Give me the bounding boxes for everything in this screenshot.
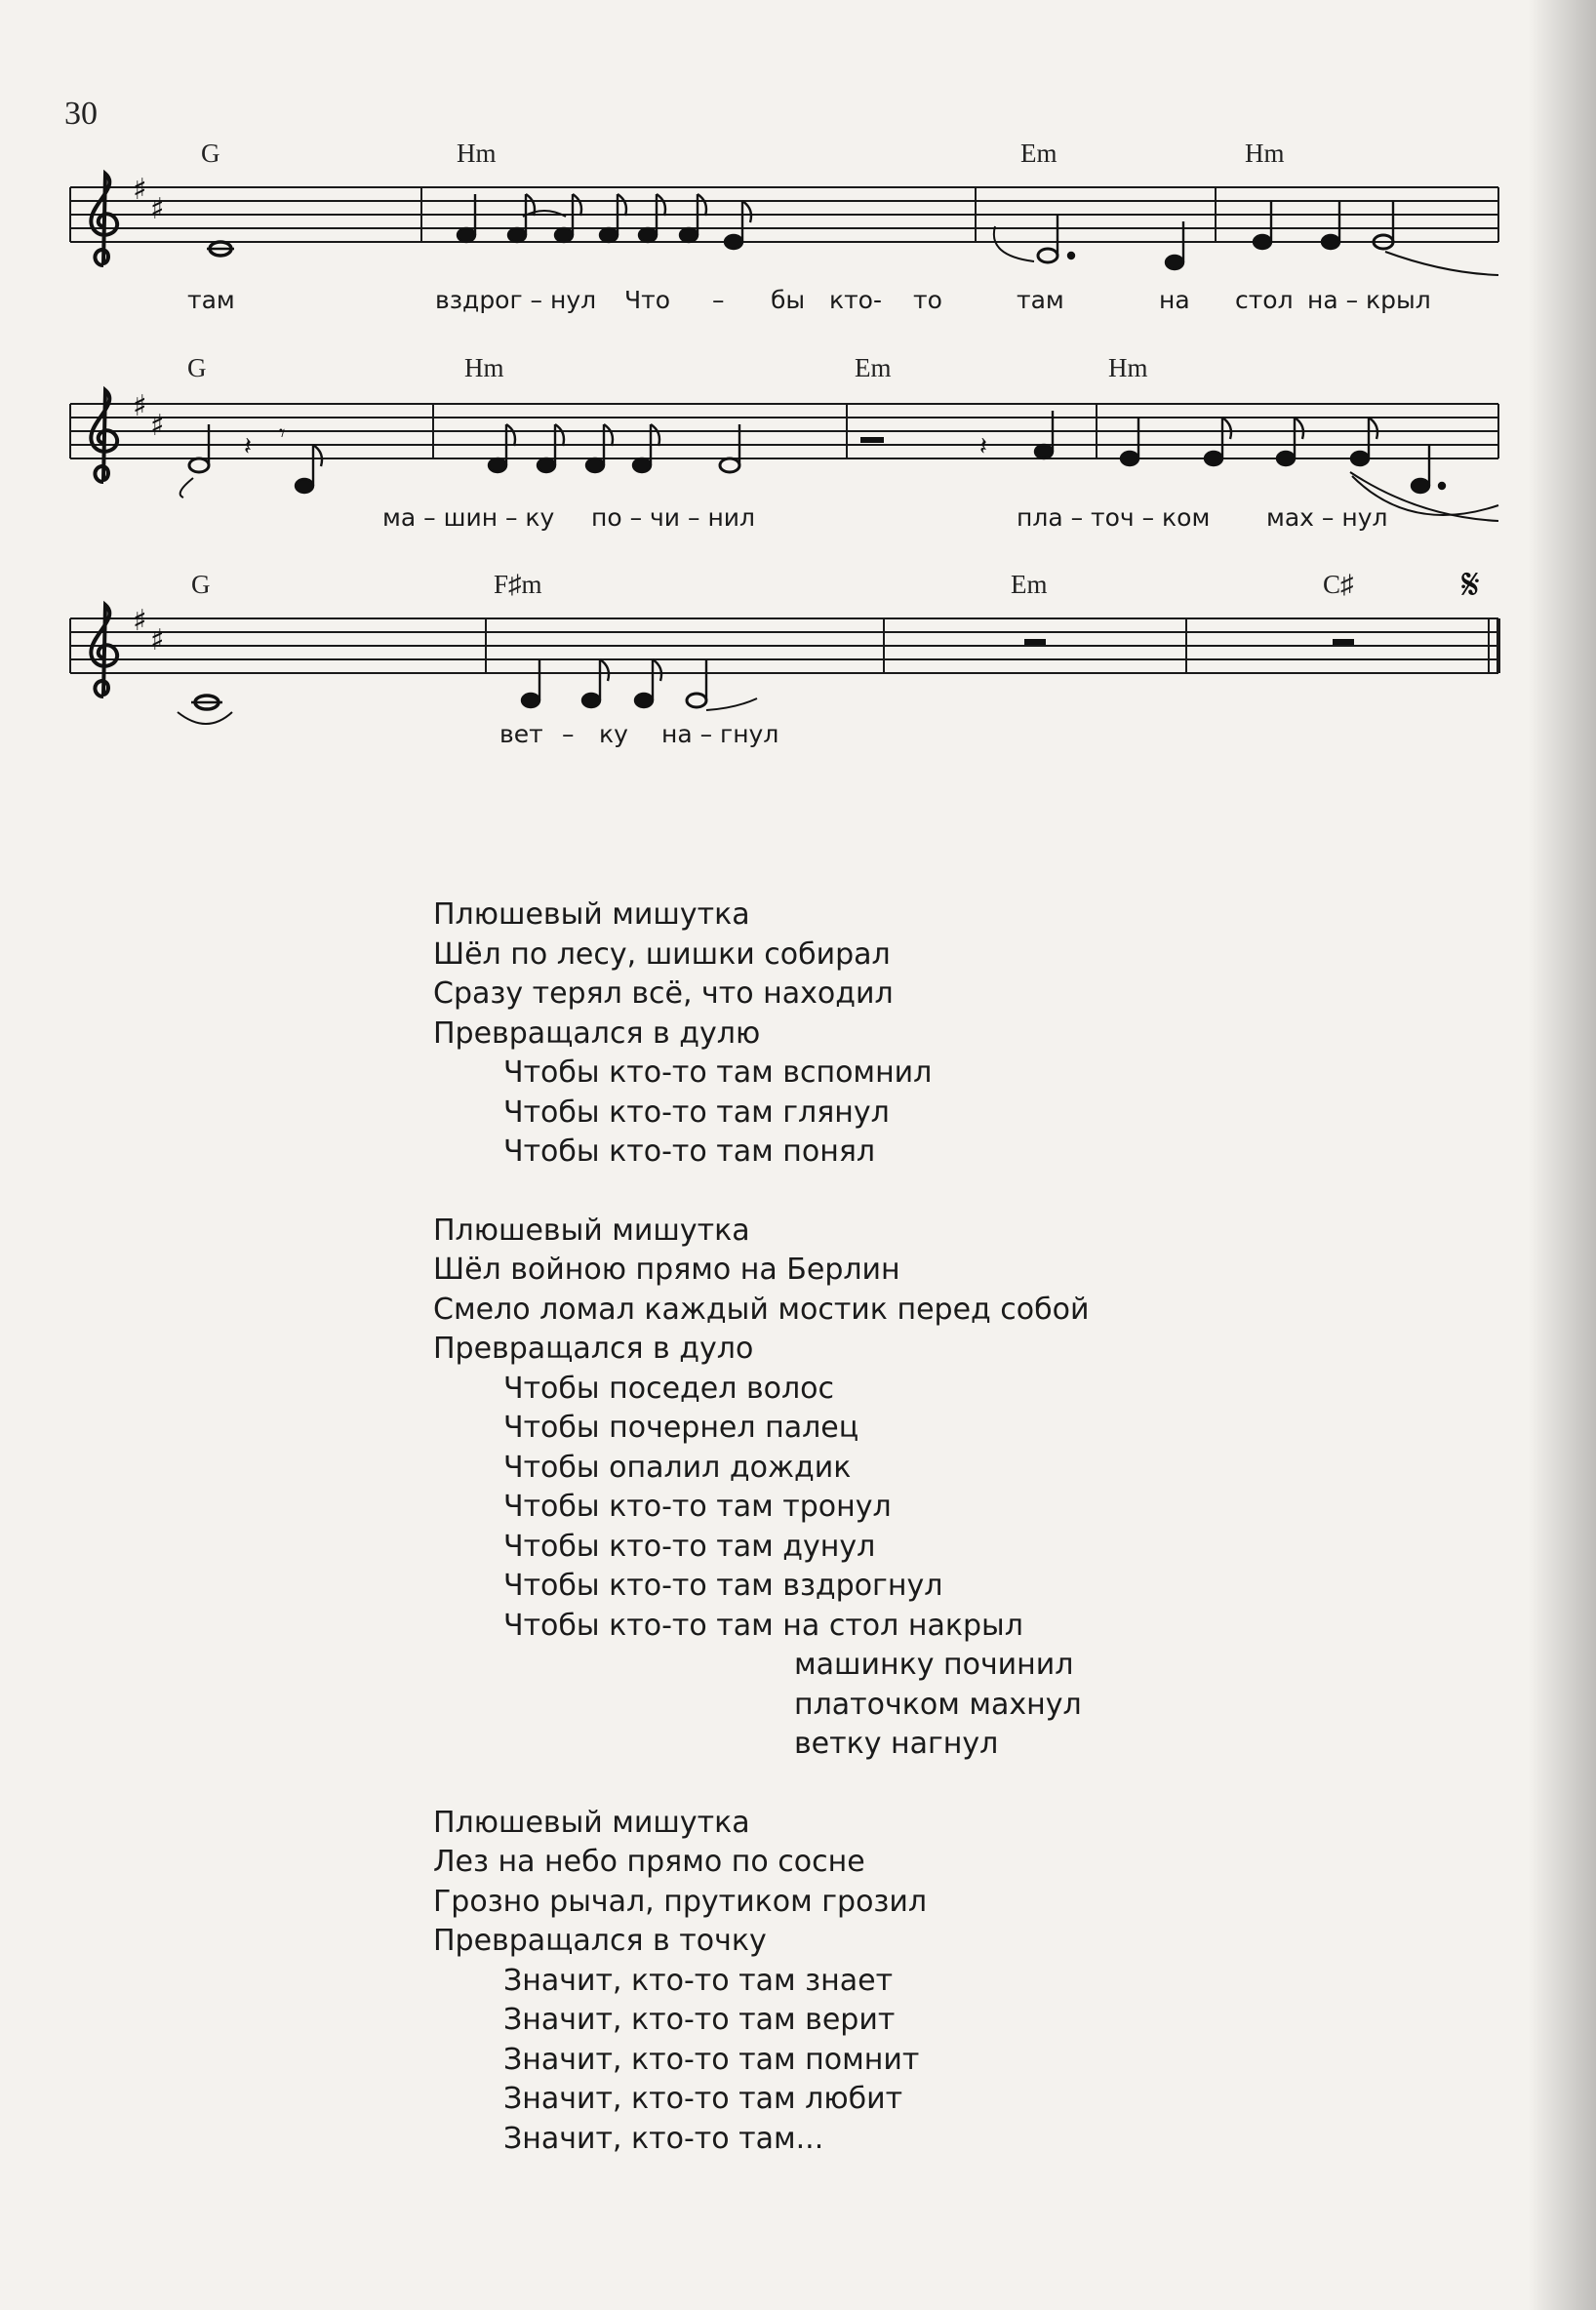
verse-line: машинку починил <box>794 1648 1074 1682</box>
verse-line: Плюшевый мишутка <box>433 1213 750 1248</box>
verse-line: Превращался в дулю <box>433 1016 761 1051</box>
svg-text:♯: ♯ <box>150 623 165 657</box>
verse-line: Плюшевый мишутка <box>433 897 750 932</box>
staff-3 <box>0 0 1596 761</box>
verse-line: Чтобы кто-то там понял <box>503 1135 876 1169</box>
verse-line: Шёл по лесу, шишки собирал <box>433 936 891 972</box>
svg-text:♯: ♯ <box>150 409 165 443</box>
lyric-syllable: на <box>1159 286 1190 314</box>
verse-line: Чтобы почернел палец <box>503 1411 859 1445</box>
chord-label: Hm <box>1108 353 1148 382</box>
lyric-syllable: там <box>187 286 235 314</box>
lyric-syllable: на – крыл <box>1307 286 1431 314</box>
verse-line: Лез на небо прямо по сосне <box>433 1845 865 1879</box>
lyric-syllable: – <box>562 720 575 748</box>
verse-line: Значит, кто-то там верит <box>503 2003 896 2037</box>
lyric-syllable: стол <box>1235 286 1294 314</box>
verse-line: Превращался в точку <box>433 1924 767 1958</box>
verse-1 <box>433 896 1090 1173</box>
verse-line: Чтобы кто-то там дунул <box>503 1529 876 1564</box>
verse-2 <box>433 1212 1090 1765</box>
lyric-syllable: вет <box>499 720 543 748</box>
lyric-syllable: вздрог – нул <box>435 286 597 314</box>
verse-line: Чтобы кто-то там тронул <box>503 1490 892 1524</box>
chord-label: Em <box>855 353 892 382</box>
svg-text:♯: ♯ <box>133 604 147 638</box>
svg-text:♯: ♯ <box>150 192 165 226</box>
verse-line: Значит, кто-то там знает <box>503 1963 894 1998</box>
svg-text:𝄽: 𝄽 <box>244 432 252 461</box>
lyric-syllable: пла – точ – ком <box>1017 503 1211 532</box>
segno-icon <box>1461 560 1480 610</box>
lyric-syllable: Что <box>624 286 670 314</box>
lyric-syllable: на – гнул <box>661 720 779 748</box>
chord-label: G <box>191 570 211 599</box>
verse-line: Значит, кто-то там... <box>503 2121 824 2156</box>
svg-text:𝄋: 𝄋 <box>1461 560 1480 610</box>
verse-line: Чтобы кто-то там на стол накрыл <box>503 1608 1023 1643</box>
lyric-syllable: – <box>712 286 725 314</box>
verse-line: Чтобы кто-то там вздрогнул <box>503 1569 943 1603</box>
verse-3 <box>433 1804 1090 2160</box>
page-number: 30 <box>64 96 98 132</box>
lyric-syllable: то <box>913 286 942 314</box>
verse-line: Чтобы опалил дождик <box>503 1450 852 1485</box>
verse-line: Смело ломал каждый мостик перед собой <box>433 1292 1090 1327</box>
lyric-syllable: ку <box>599 720 628 748</box>
svg-text:𝄾: 𝄾 <box>279 419 286 447</box>
lyric-syllable: бы <box>771 286 806 314</box>
lyric-syllable: мах – нул <box>1266 503 1388 532</box>
chord-label: G <box>201 139 220 168</box>
chord-label: Hm <box>1245 139 1285 168</box>
verse-line: Сразу терял всё, что находил <box>433 976 894 1011</box>
verse-line: Грозно рычал, прутиком грозил <box>433 1884 928 1919</box>
chord-label: Em <box>1011 570 1048 599</box>
verse-line: Значит, кто-то там любит <box>503 2082 903 2116</box>
svg-text:♯: ♯ <box>133 173 147 207</box>
verse-line: Чтобы кто-то там вспомнил <box>503 1055 933 1090</box>
key-signature <box>133 604 165 657</box>
svg-text:𝄽: 𝄽 <box>979 432 987 461</box>
chord-label: F♯m <box>494 570 542 599</box>
verse-line: Чтобы поседел волос <box>503 1371 835 1406</box>
verse-line: платочком махнул <box>794 1687 1082 1722</box>
chord-label: C♯ <box>1323 570 1354 599</box>
lyrics-text <box>433 896 1090 2198</box>
chord-label: Hm <box>457 139 497 168</box>
svg-text:♯: ♯ <box>133 389 147 423</box>
lyric-syllable: по – чи – нил <box>591 503 756 532</box>
verse-line: ветку нагнул <box>794 1727 999 1761</box>
verse-line: Значит, кто-то там помнит <box>503 2042 920 2077</box>
lyric-syllable: кто- <box>829 286 882 314</box>
verse-line: Превращался в дуло <box>433 1332 754 1366</box>
verse-line: Шёл войною прямо на Берлин <box>433 1253 900 1287</box>
verse-line: Плюшевый мишутка <box>433 1805 750 1840</box>
verse-line: Чтобы кто-то там глянул <box>503 1095 890 1130</box>
lyric-syllable: там <box>1017 286 1064 314</box>
lyric-syllable: ма – шин – ку <box>382 503 555 532</box>
chord-label: G <box>187 353 207 382</box>
chord-label: Em <box>1020 139 1057 168</box>
chord-label: Hm <box>464 353 504 382</box>
